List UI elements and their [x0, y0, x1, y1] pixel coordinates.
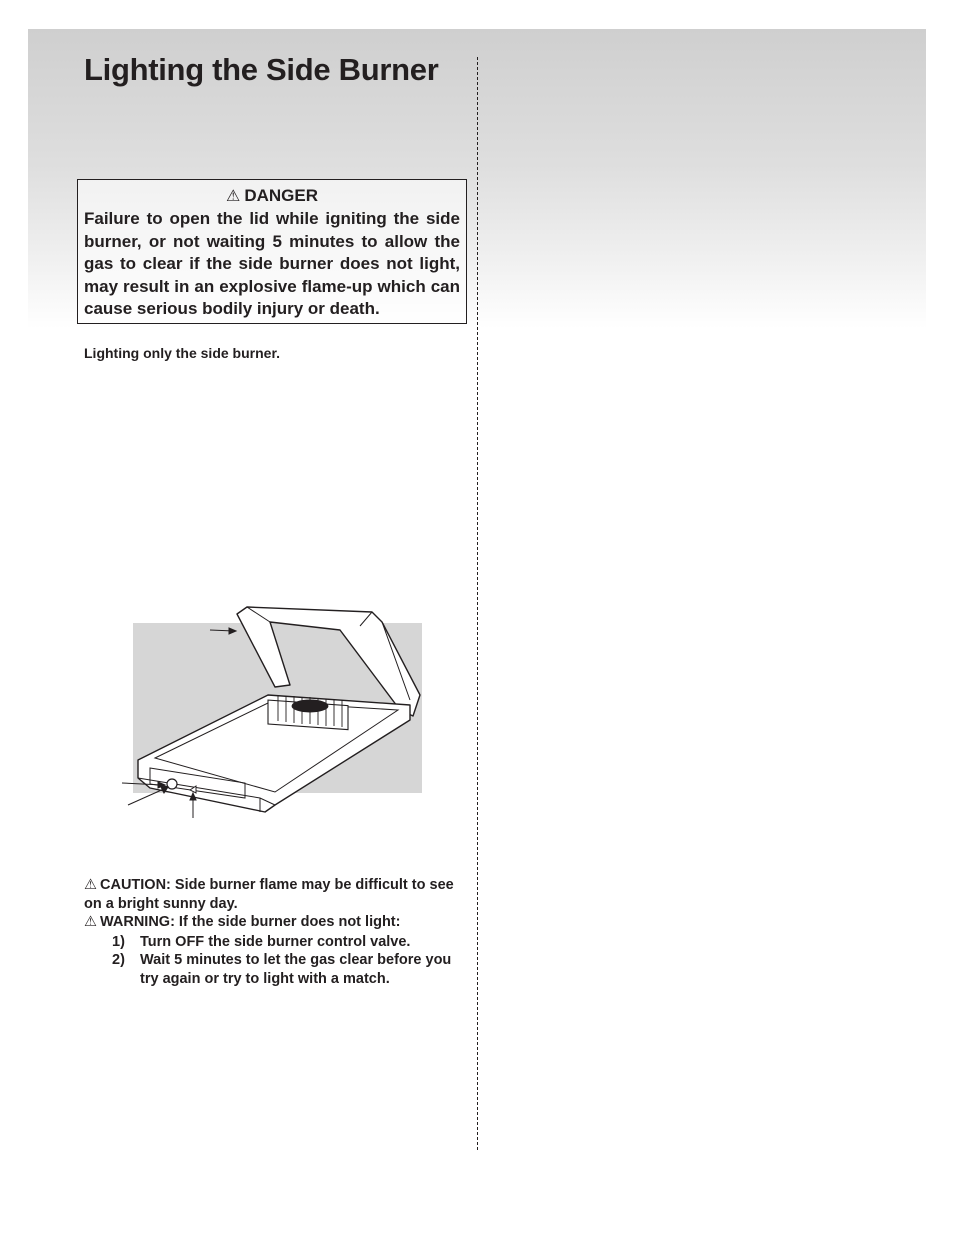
step-text: Wait 5 minutes to let the gas clear before you try again or try to light with a match.	[140, 952, 452, 987]
caution-text: CAUTION: Side burner flame may be difficult to see on a bright sunny day.	[84, 877, 454, 912]
step-number: 1)	[112, 933, 125, 950]
danger-heading: DANGER	[244, 186, 318, 205]
step-number: 2)	[112, 952, 125, 968]
list-item	[84, 951, 464, 988]
warning-triangle-icon: ⚠	[84, 877, 97, 893]
warning-note	[84, 913, 464, 932]
danger-box	[77, 179, 467, 324]
warning-steps	[84, 933, 464, 989]
section-label: Lighting only the side burner.	[84, 345, 281, 361]
danger-heading-row	[84, 185, 460, 208]
list-item	[84, 933, 464, 952]
warning-text: WARNING: If the side burner does not light:	[100, 914, 401, 930]
side-burner-illustration	[110, 600, 440, 825]
danger-text: Failure to open the lid while igniting the side burner, or not waiting 5 minutes to allow the gas to clear if the side burner does not light, may result in an explosive flame-up which can cause serious bodily injury or death.	[84, 209, 460, 318]
page-title: Lighting the Side Burner	[84, 52, 439, 87]
caution-note	[84, 876, 464, 913]
warning-triangle-icon: ⚠	[225, 188, 241, 205]
notes-block	[84, 876, 464, 988]
step-text: Turn OFF the side burner control valve.	[140, 933, 411, 950]
column-divider	[477, 57, 478, 1150]
warning-triangle-icon: ⚠	[84, 914, 97, 930]
control-knob	[167, 779, 177, 789]
